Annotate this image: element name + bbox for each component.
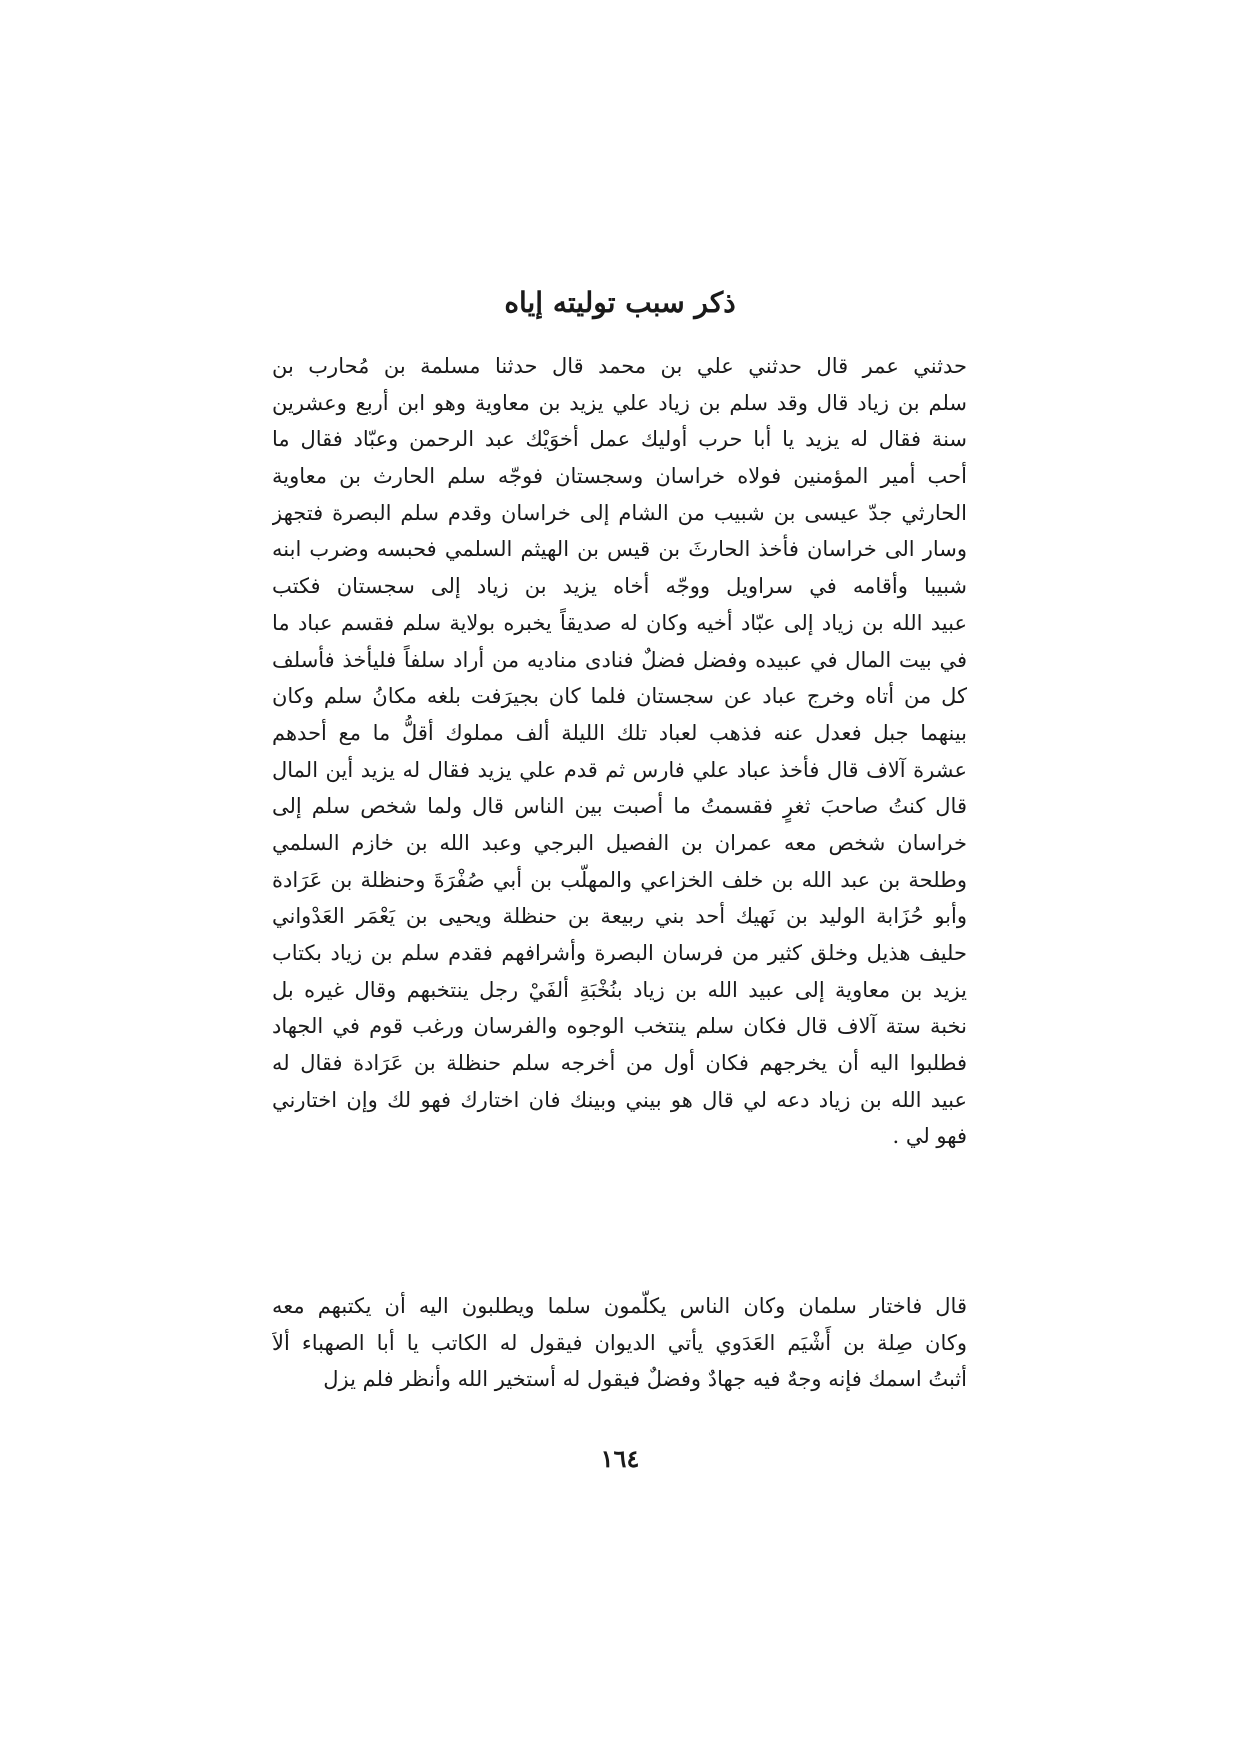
text-line: كل من أتاه وخرج عباد عن سجستان فلما كان بجيرَفت بلغه مكانُ سلم وكان (272, 684, 967, 709)
text-line: الحارثي جدّ عيسى بن شبيب من الشام إلى خراسان وقدم سلم البصرة فتجهز (272, 500, 967, 525)
paragraph-1 (272, 348, 967, 1155)
text-line: عبيد الله بن زياد إلى عبّاد أخيه وكان له صديقاً يخبره بولاية سلم فقسم عباد ما (272, 610, 967, 635)
chapter-heading: ذكر سبب توليته إياه (504, 286, 736, 319)
text-line: وطلحة بن عبد الله بن خلف الخزاعي والمهلّب بن أبي صُفْرَةَ وحنظلة بن عَرَادة (272, 867, 967, 892)
text-line: وأبو حُزَابة الوليد بن نَهيك أحد بني ربيعة بن حنظلة ويحيى بن يَعْمَر العَدْواني (272, 904, 967, 929)
text-line: عشرة آلاف قال فأخذ عباد علي فارس ثم قدم علي يزيد فقال له يزيد أين المال (272, 757, 967, 782)
text-line: وسار الى خراسان فأخذ الحارثَ بن قيس بن الهيثم السلمي فحبسه وضرب ابنه (272, 537, 967, 562)
text-line: نخبة ستة آلاف قال فكان سلم ينتخب الوجوه والفرسان ورغب قوم في الجهاد (272, 1014, 967, 1039)
text-line: قال فاختار سلمان وكان الناس يكلّمون سلما ويطلبون اليه أن يكتبهم معه (272, 1294, 967, 1318)
text-line: فهو لي . (892, 1124, 967, 1149)
text-line: بينهما جبل فعدل عنه فذهب لعباد تلك الليلة ألف مملوك أقلُّ ما مع أحدهم (272, 720, 967, 745)
text-line: سنة فقال له يزيد يا أبا حرب أوليك عمل أخوَيْك عبد الرحمن وعبّاد فقال ما (272, 427, 967, 452)
page-number: ١٦٤ (600, 1444, 640, 1473)
text-line: سلم بن زياد قال وقد سلم بن زياد علي يزيد بن معاوية وهو ابن أربع وعشرين (272, 390, 967, 415)
text-line: خراسان شخص معه عمران بن الفصيل البرجي وعبد الله بن خازم السلمي (272, 830, 967, 855)
text-line: في بيت المال في عبيده وفضل فضلٌ فنادى مناديه من أراد سلفاً فليأخذ فأسلف (272, 647, 967, 672)
text-line: أثبتُ اسمك فإنه وجهٌ فيه جهادٌ وفضلٌ فيقول له أستخير الله وأنظر فلم يزل (323, 1367, 967, 1392)
text-line: وكان صِلة بن أَشْيَم العَدَوي يأتي الديوان فيقول له الكاتب يا أبا الصهباء ألاَ (272, 1330, 967, 1355)
text-line: حليف هذيل وخلق كثير من فرسان البصرة وأشرافهم فقدم سلم بن زياد بكتاب (272, 941, 967, 965)
text-line: يزيد بن معاوية إلى عبيد الله بن زياد بنُخْبَةِ ألفَيْ رجل ينتخبهم وقال غيره بل (272, 977, 967, 1002)
text-line: حدثني عمر قال حدثني علي بن محمد قال حدثنا مسلمة بن مُحارب بن (272, 354, 967, 378)
text-line: عبيد الله بن زياد دعه لي قال هو بيني وبينك فان اختارك فهو لك وإن اختارني (272, 1087, 967, 1112)
text-line: قال كنتُ صاحبَ ثغرٍ فقسمتُ ما أصبت بين الناس قال ولما شخص سلم إلى (272, 794, 967, 819)
text-line: أحب أمير المؤمنين فولاه خراسان وسجستان فوجّه سلم الحارث بن معاوية (272, 464, 967, 489)
text-line: شبيبا وأقامه في سراويل ووجّه أخاه يزيد بن زياد إلى سجستان فكتب (272, 574, 967, 599)
text-line: فطلبوا اليه أن يخرجهم فكان أول من أخرجه سلم حنظلة بن عَرَادة فقال له (272, 1051, 967, 1076)
paragraph-2 (272, 1288, 967, 1398)
